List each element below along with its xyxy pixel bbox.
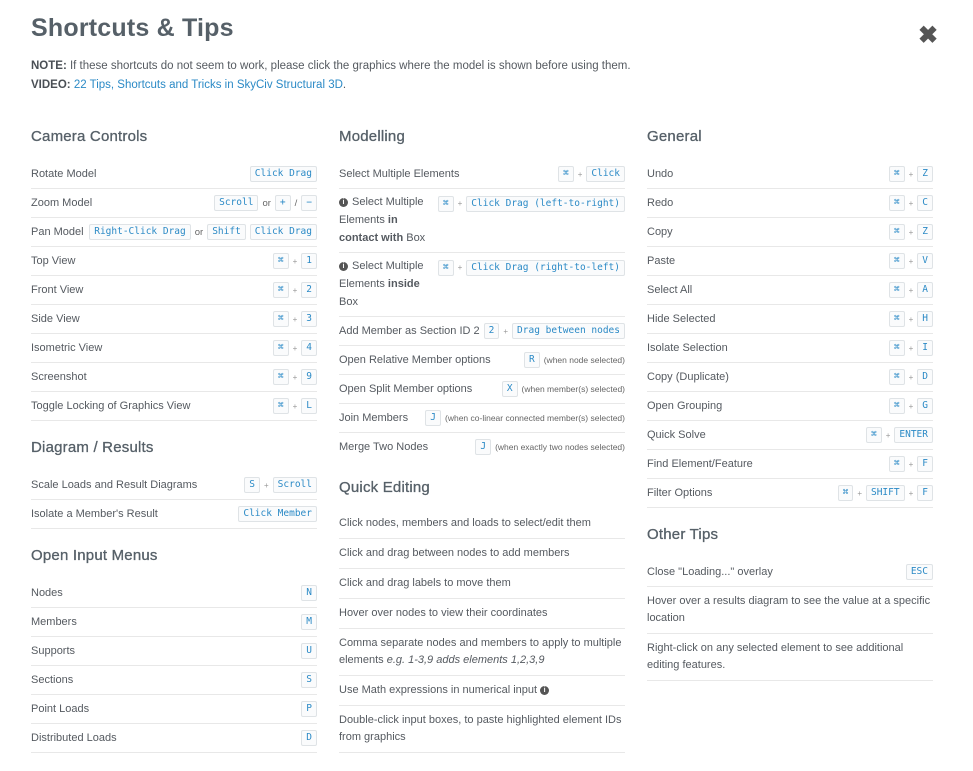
shortcut-label: Zoom Model [31,197,93,209]
shortcut-label: Sections [31,674,74,686]
tip-item: Double-click input boxes, to paste highlighted element IDs from graphics [339,706,625,753]
other-tips-section [647,526,933,681]
key-badge: Click Drag (left-to-right) [466,196,625,212]
plus-sign: + [908,401,914,411]
shortcut-label: Add Member as Section ID 2 [339,325,480,337]
plus-sign: + [292,314,298,324]
cmd-key-icon: ⌘ [866,427,882,443]
shortcut-label: Members [31,616,77,628]
general-heading: General [647,128,702,145]
key-badge: 9 [301,369,317,385]
key-badge: N [301,585,317,601]
close-icon[interactable]: ✖ [917,22,939,49]
plus-sign: + [857,488,862,498]
input-menus-section [31,547,317,753]
cmd-key-icon: ⌘ [889,166,905,182]
plus-sign: + [292,343,298,353]
tip-item: Hover over nodes to view their coordinates [339,599,625,629]
shortcut-label: Join Members [339,412,409,424]
plus-sign: + [908,314,914,324]
tip-item: Click nodes, members and loads to select/edit them [339,511,625,539]
shortcut-label: Top View [31,255,76,267]
page-title: Shortcuts & Tips [31,14,234,42]
key-badge: D [301,730,317,746]
key-badge: X [502,381,518,397]
cmd-key-icon: ⌘ [273,398,289,414]
key-badge: − [301,195,317,211]
video-line [31,79,346,91]
cmd-key-icon: ⌘ [438,260,454,276]
plus-sign: + [292,285,298,295]
key-badge: A [917,282,933,298]
shortcut-row [647,558,933,587]
shortcut-row [31,276,317,305]
key-badge: 3 [301,311,317,327]
key-badge: Click Member [238,506,317,522]
shortcut-label: Quick Solve [647,429,706,441]
shortcut-row [647,218,933,247]
tip-text: Use Math expressions in numerical input [339,684,541,696]
plus-sign: + [503,326,509,336]
cmd-key-icon: ⌘ [889,340,905,356]
plus-sign: + [457,199,463,208]
shortcut-label: Copy [647,226,673,238]
general-section [647,128,933,508]
label-part: Select Multiple Elements [339,260,424,290]
cmd-key-icon: ⌘ [273,369,289,385]
cmd-key-icon: ⌘ [889,398,905,414]
key-badge: G [917,398,933,414]
key-badge: D [917,369,933,385]
shortcut-row [31,637,317,666]
hint-text: (when exactly two nodes selected) [495,442,625,452]
shortcut-label: Open Grouping [647,400,723,412]
plus-sign: + [292,401,298,411]
key-badge: ESC [906,564,933,580]
key-badge: 1 [301,253,317,269]
cmd-key-icon: ⌘ [889,311,905,327]
shortcut-row [31,247,317,276]
column-left [31,128,317,771]
cmd-key-icon: ⌘ [438,196,454,212]
key-badge: Shift [207,224,246,240]
shortcut-label: Close "Loading..." overlay [647,566,773,578]
shortcut-row [31,695,317,724]
shortcut-label: Distributed Loads [31,732,117,744]
modelling-heading: Modelling [339,128,406,145]
shortcut-label: Pan Model [31,226,84,238]
shortcut-row [647,276,933,305]
key-badge: Scroll [273,477,317,493]
shortcut-label: Toggle Locking of Graphics View [31,400,191,412]
video-link[interactable]: 22 Tips, Shortcuts and Tricks in SkyCiv Structural 3D [73,79,343,91]
key-badge: Z [917,166,933,182]
shortcut-row [647,363,933,392]
shortcut-label: Isometric View [31,342,103,354]
plus-sign: + [908,343,914,353]
shortcut-label: Paste [647,255,676,267]
shortcut-row [339,375,625,404]
cmd-key-icon: ⌘ [889,456,905,472]
shortcut-row [647,189,933,218]
tip-item [339,676,625,706]
shortcut-label: Scale Loads and Result Diagrams [31,479,198,491]
label-part: Select Multiple Elements [339,196,424,226]
cmd-key-icon: ⌘ [273,253,289,269]
shortcut-row [31,666,317,695]
shortcut-row [339,317,625,346]
shortcut-label: Filter Options [647,487,713,499]
key-badge: S [301,672,317,688]
plus-sign: + [457,263,463,272]
key-badge: C [917,195,933,211]
plus-sign: + [577,169,583,179]
plus-sign: + [885,430,891,440]
shortcut-label: Point Loads [31,703,90,715]
label-bold: inside [387,278,420,290]
key-badge: Click [586,166,625,182]
shortcut-label: Nodes [31,587,63,599]
video-label: VIDEO: [31,79,71,91]
shortcut-label: Open Relative Member options [339,354,491,366]
shortcut-label: Isolate Selection [647,342,728,354]
key-badge: ENTER [894,427,933,443]
shortcut-row [31,392,317,421]
shortcut-label [339,257,431,311]
shortcut-row [647,392,933,421]
column-middle [339,128,625,771]
tip-item: Click and drag labels to move them [339,569,625,599]
key-badge: Scroll [214,195,258,211]
cmd-key-icon: ⌘ [889,369,905,385]
plus-sign: + [908,372,914,382]
shortcut-row [31,218,317,247]
key-badge: F [917,485,933,501]
plus-sign: + [292,372,298,382]
shortcut-row [647,160,933,189]
key-badge: M [301,614,317,630]
shortcut-row [647,305,933,334]
shortcut-label: Rotate Model [31,168,97,180]
key-badge: 2 [301,282,317,298]
shortcut-label: Merge Two Nodes [339,441,429,453]
plus-sign: + [908,256,914,266]
cmd-key-icon: ⌘ [889,253,905,269]
shortcut-label: Copy (Duplicate) [647,371,729,383]
shortcut-label: Select All [647,284,693,296]
tip-item: Hover over a results diagram to see the value at a specific location [647,587,933,634]
shortcut-label: Find Element/Feature [647,458,753,470]
shortcut-row [31,579,317,608]
shortcut-label: Undo [647,168,674,180]
plus-sign: + [908,198,914,208]
key-badge: I [917,340,933,356]
tip-item [339,629,625,676]
shortcut-label: Screenshot [31,371,87,383]
shortcut-row [339,160,625,189]
shortcut-label: Side View [31,313,80,325]
slash-text: / [294,197,298,209]
key-badge: Drag between nodes [512,323,625,339]
plus-sign: + [908,459,914,469]
plus-sign: + [292,256,298,266]
shortcut-row [31,724,317,753]
key-badge: R [524,352,540,368]
key-badge: 4 [301,340,317,356]
cmd-key-icon: ⌘ [273,282,289,298]
or-text: or [194,226,204,238]
key-badge: S [244,477,260,493]
shortcut-row [339,433,625,461]
quick-editing-heading: Quick Editing [339,479,430,496]
note-text: If these shortcuts do not seem to work, please click the graphics where the model is shown before using them. [66,60,631,72]
shortcut-row [31,334,317,363]
key-badge: + [275,195,291,211]
shortcut-row [339,189,625,253]
shortcut-label: Select Multiple Elements [339,168,460,180]
shortcut-row [31,608,317,637]
shortcut-label [339,193,434,247]
tip-item: Click and drag between nodes to add members [339,539,625,569]
key-badge: U [301,643,317,659]
key-badge: J [475,439,491,455]
shortcut-row [647,450,933,479]
shortcut-row [31,500,317,529]
cmd-key-icon: ⌘ [889,195,905,211]
or-text: or [262,197,271,209]
key-badge: Right-Click Drag [89,224,191,240]
diagram-results-section [31,439,317,529]
shortcut-label: Supports [31,645,76,657]
plus-sign: + [908,227,914,237]
shortcut-row [31,160,317,189]
shortcut-label: Front View [31,284,84,296]
hint-text: (when member(s) selected) [521,384,625,394]
plus-sign: + [908,488,914,498]
cmd-key-icon: ⌘ [273,340,289,356]
column-right [647,128,933,699]
shortcut-label: Isolate a Member's Result [31,508,158,520]
key-badge: H [917,311,933,327]
key-badge: Click Drag (right-to-left) [466,260,625,276]
video-end: . [342,79,347,91]
info-icon[interactable]: i [540,686,549,695]
shortcut-row [647,421,933,450]
shortcut-row [339,346,625,375]
shortcut-row [339,253,625,317]
tip-text: Comma separate nodes and members to apply to multiple elements [339,637,622,666]
key-badge: Click Drag [250,166,317,182]
info-icon: i [339,262,348,271]
shortcut-row [647,334,933,363]
label-part: Box [403,232,426,244]
shortcut-row [31,471,317,500]
shortcut-label: Open Split Member options [339,383,473,395]
quick-editing-section [339,479,625,753]
hint-text: (when node selected) [543,355,625,365]
tip-item: Right-click on any selected element to see additional editing features. [647,634,933,681]
info-icon: i [339,198,348,207]
shortcut-row [31,305,317,334]
input-menus-heading: Open Input Menus [31,547,158,564]
key-badge: L [301,398,317,414]
note-line [31,60,631,72]
plus-sign: + [908,285,914,295]
key-badge: Click Drag [250,224,317,240]
cmd-key-icon: ⌘ [273,311,289,327]
note-label: NOTE: [31,60,67,72]
shortcut-label: Redo [647,197,674,209]
cmd-key-icon: ⌘ [889,282,905,298]
shortcut-row [31,189,317,218]
key-badge: F [917,456,933,472]
camera-controls-section [31,128,317,421]
cmd-key-icon: ⌘ [558,166,574,182]
other-tips-heading: Other Tips [647,526,719,543]
modelling-section [339,128,625,461]
plus-sign: + [908,169,914,179]
hint-text: (when co-linear connected member(s) selected) [445,413,625,423]
cmd-key-icon: ⌘ [889,224,905,240]
shortcut-row [647,247,933,276]
shortcut-row [339,404,625,433]
diagram-results-heading: Diagram / Results [31,439,154,456]
key-badge: V [917,253,933,269]
key-badge: J [425,410,441,426]
key-badge: SHIFT [866,485,905,501]
key-badge: P [301,701,317,717]
cmd-key-icon: ⌘ [838,485,854,501]
camera-controls-heading: Camera Controls [31,128,148,145]
key-badge: Z [917,224,933,240]
tip-example: e.g. 1-3,9 adds elements 1,2,3,9 [386,654,545,666]
plus-sign: + [264,480,269,490]
label-bold: in contact with [339,214,404,244]
label-part: Box [339,296,358,308]
shortcut-row [647,479,933,508]
shortcut-label: Hide Selected [647,313,716,325]
shortcut-row [31,363,317,392]
key-badge: 2 [484,323,500,339]
